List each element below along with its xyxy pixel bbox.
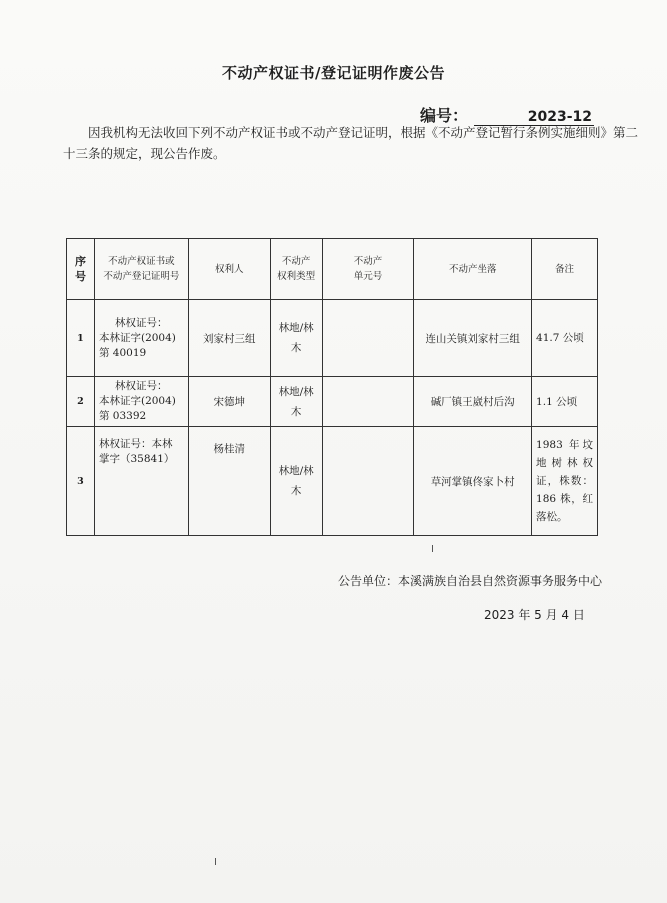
issuing-unit: 公告单位：本溪满族自治县自然资源事务服务中心 xyxy=(338,574,603,588)
row-type-line2: 木 xyxy=(290,485,302,497)
row-type xyxy=(270,377,322,427)
table-row xyxy=(67,427,598,536)
scan-mark xyxy=(432,545,433,552)
header-cert xyxy=(94,239,188,300)
row-unit xyxy=(322,427,414,536)
document-title: 不动产权证书/登记证明作废公告 xyxy=(222,64,445,82)
scan-mark xyxy=(215,858,216,865)
issue-date: 2023 年 5 月 4 日 xyxy=(484,608,585,622)
header-unit xyxy=(322,239,414,300)
table-row xyxy=(67,377,598,427)
header-type-line2: 权利类型 xyxy=(277,271,316,282)
row-type-line2: 木 xyxy=(290,405,302,418)
number-label: 编号： xyxy=(420,106,469,125)
header-location: 不动产坐落 xyxy=(414,239,532,300)
row-cert-line2: 掌字（35841） xyxy=(98,453,175,465)
row-cert-line3: 第 40019 xyxy=(98,346,147,359)
row-location: 碱厂镇王崴村后沟 xyxy=(414,377,532,427)
row-cert xyxy=(94,377,188,427)
row-type-line1: 林地/林 xyxy=(278,385,314,398)
number-value: 2023-12 xyxy=(474,109,594,126)
row-holder: 杨桂清 xyxy=(188,427,270,536)
header-unit-line1: 不动产 xyxy=(353,256,383,267)
row-note: 1983 年坟地树林权证，株数：186 株，红落松。 xyxy=(532,427,598,536)
row-type-line1: 林地/林 xyxy=(278,465,314,477)
row-cert xyxy=(94,300,188,377)
row-seq: 2 xyxy=(67,377,95,427)
row-type-line1: 林地/林 xyxy=(278,322,314,334)
header-unit-line2: 单元号 xyxy=(353,271,383,282)
row-cert-line2: 本林证字(2004) xyxy=(98,331,176,344)
header-cert-line1: 不动产权证书或 xyxy=(108,256,175,267)
row-note: 41.7 公顷 xyxy=(532,300,598,377)
row-seq: 1 xyxy=(67,300,95,377)
row-holder: 宋德坤 xyxy=(188,377,270,427)
row-cert-line2: 本林证字(2004) xyxy=(98,395,176,407)
header-cert-line2: 不动产登记证明号 xyxy=(103,271,180,282)
row-location: 草河掌镇佟家卜村 xyxy=(414,427,532,536)
row-holder: 刘家村三组 xyxy=(188,300,270,377)
row-note: 1.1 公顷 xyxy=(532,377,598,427)
row-location: 连山关镇刘家村三组 xyxy=(414,300,532,377)
row-type xyxy=(270,427,322,536)
header-seq: 序号 xyxy=(67,239,95,300)
row-type-line2: 木 xyxy=(290,342,302,354)
header-holder: 权利人 xyxy=(188,239,270,300)
row-seq: 3 xyxy=(67,427,95,536)
row-cert xyxy=(94,427,188,536)
intro-paragraph: 因我机构无法收回下列不动产权证书或不动产登记证明，根据《不动产登记暂行条例实施细则》第二十三条的规定，现公告作废。 xyxy=(63,125,639,161)
row-unit xyxy=(322,377,414,427)
table-header-row xyxy=(67,239,598,300)
header-type-line1: 不动产 xyxy=(281,256,311,267)
row-cert-line3: 第 03392 xyxy=(98,410,147,422)
void-certificate-table xyxy=(66,238,598,536)
row-cert-line1: 林权证号： xyxy=(114,380,168,392)
row-cert-line1: 林权证号：本林 xyxy=(98,438,173,450)
row-cert-line1: 林权证号： xyxy=(114,316,168,329)
header-note: 备注 xyxy=(532,239,598,300)
header-type xyxy=(270,239,322,300)
row-unit xyxy=(322,300,414,377)
table-row xyxy=(67,300,598,377)
row-type xyxy=(270,300,322,377)
